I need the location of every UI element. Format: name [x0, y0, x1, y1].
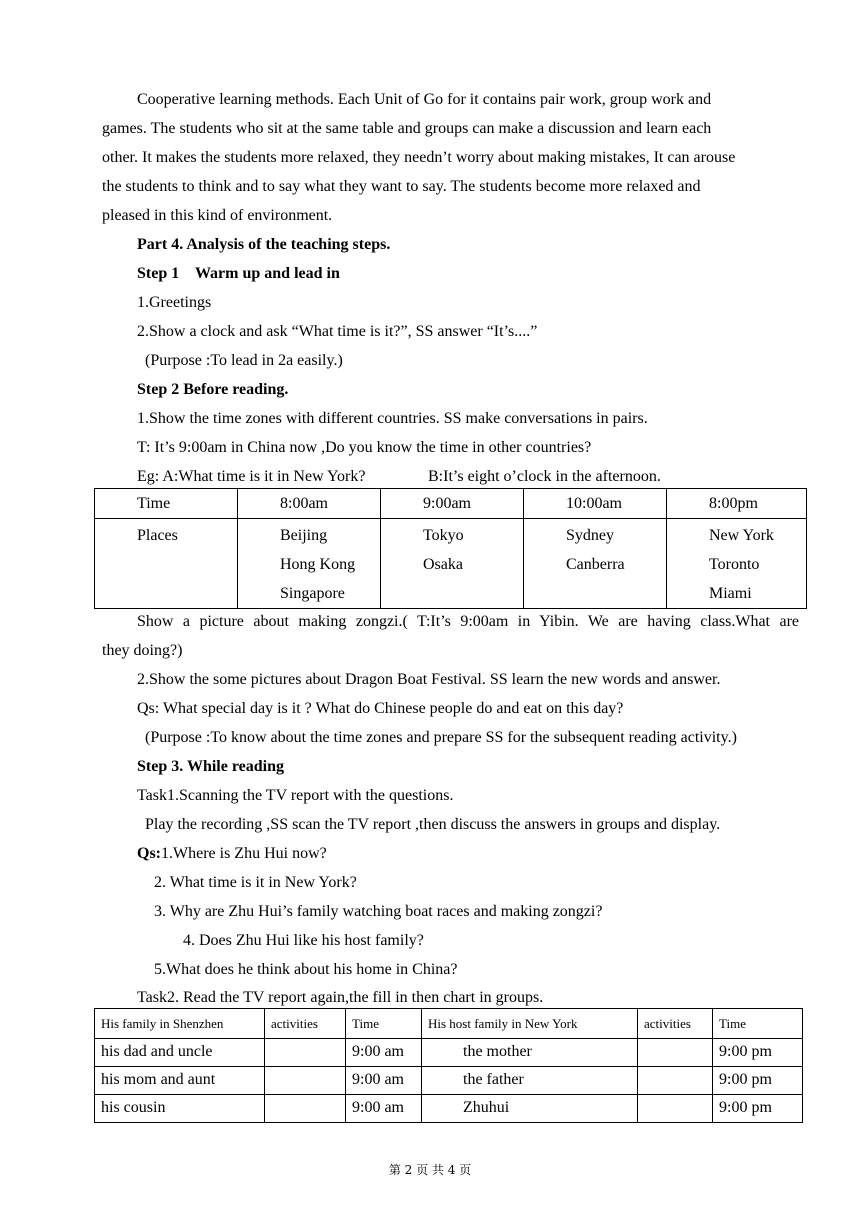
table-cell: the father: [422, 1067, 638, 1095]
place-name: Tokyo: [423, 527, 464, 544]
page-footer: 第 2 页 共 4 页: [388, 1163, 472, 1177]
paragraph-line: Qs: What special day is it ? What do Chinese people do and eat on this day?: [137, 700, 624, 717]
section-heading: Part 4. Analysis of the teaching steps.: [137, 236, 391, 253]
time-zone-table: [94, 488, 807, 609]
table-cell: his cousin: [95, 1095, 265, 1123]
table-cell: [638, 1039, 713, 1067]
step-heading: Step 1 Warm up and lead in: [137, 265, 340, 282]
paragraph-line: the students to think and to say what they want to say. The students become more relaxed and: [102, 178, 701, 195]
table-cell: 9:00 am: [346, 1039, 422, 1067]
table-header-cell: activities: [265, 1009, 346, 1039]
place-name: Canberra: [566, 556, 625, 573]
table-header-cell: His host family in New York: [422, 1009, 638, 1039]
table-cell: [638, 1095, 713, 1123]
table-header-cell: His family in Shenzhen: [95, 1009, 265, 1039]
place-name: Hong Kong: [280, 556, 356, 573]
place-name: Singapore: [280, 585, 345, 602]
table-header-cell: activities: [638, 1009, 713, 1039]
table-cell: 9:00am: [381, 489, 524, 519]
place-name: Osaka: [423, 556, 463, 573]
table-cell: [238, 519, 381, 609]
table-cell: his dad and uncle: [95, 1039, 265, 1067]
place-name: Beijing: [280, 527, 328, 544]
table-row: [95, 1067, 803, 1095]
paragraph-line: Show a picture about making zongzi.( T:It’s 9:00am in Yibin. We are having class.What are: [137, 613, 799, 630]
question-line: 4. Does Zhu Hui like his host family?: [183, 932, 424, 949]
paragraph-line: T: It’s 9:00am in China now ,Do you know the time in other countries?: [137, 439, 592, 456]
paragraph-line: Cooperative learning methods. Each Unit of Go for it contains pair work, group work and: [137, 91, 712, 108]
question-text: 1.Where is Zhu Hui now?: [161, 845, 327, 862]
table-cell: [638, 1067, 713, 1095]
table-cell: the mother: [422, 1039, 638, 1067]
table-header-cell: Time: [346, 1009, 422, 1039]
table-cell: [667, 519, 807, 609]
table-cell: Places: [95, 519, 238, 609]
family-activities-table: [94, 1008, 803, 1123]
table-cell: 9:00 pm: [713, 1095, 803, 1123]
paragraph-line: 2.Show the some pictures about Dragon Boat Festival. SS learn the new words and answer.: [137, 671, 721, 688]
question-line: 2. What time is it in New York?: [154, 874, 357, 891]
table-cell: his mom and aunt: [95, 1067, 265, 1095]
table-cell: [265, 1039, 346, 1067]
paragraph-line: Task1.Scanning the TV report with the questions.: [137, 787, 454, 804]
paragraph-line: 1.Greetings: [137, 294, 212, 311]
example-b: B:It’s eight o’clock in the afternoon.: [428, 468, 661, 485]
table-cell: 9:00 am: [346, 1067, 422, 1095]
paragraph-line: Task2. Read the TV report again,the fill in then chart in groups.: [137, 989, 544, 1006]
paragraph-line: 2.Show a clock and ask “What time is it?”, SS answer “It’s....”: [137, 323, 538, 340]
table-cell: 9:00 pm: [713, 1067, 803, 1095]
purpose-note: (Purpose :To lead in 2a easily.): [145, 352, 343, 369]
table-cell: 10:00am: [524, 489, 667, 519]
table-cell: Time: [95, 489, 238, 519]
question-line: 5.What does he think about his home in China?: [154, 961, 458, 978]
question-line: 3. Why are Zhu Hui’s family watching boat races and making zongzi?: [154, 903, 603, 920]
table-row: [95, 1095, 803, 1123]
question-line: [137, 844, 327, 864]
table-cell: 8:00am: [238, 489, 381, 519]
place-name: Miami: [709, 585, 752, 602]
paragraph-line: games. The students who sit at the same table and groups can make a discussion and learn each: [102, 120, 712, 137]
table-cell: [265, 1067, 346, 1095]
purpose-note: (Purpose :To know about the time zones and prepare SS for the subsequent reading activity.): [145, 729, 737, 746]
table-cell: 9:00 am: [346, 1095, 422, 1123]
table-row: [95, 489, 807, 519]
table-row: [95, 1039, 803, 1067]
place-name: Sydney: [566, 527, 614, 544]
table-row: [95, 519, 807, 609]
table-cell: [524, 519, 667, 609]
example-a: Eg: A:What time is it in New York?: [137, 468, 366, 485]
table-row: [95, 1009, 803, 1039]
table-cell: [381, 519, 524, 609]
table-cell: Zhuhui: [422, 1095, 638, 1123]
table-cell: 8:00pm: [667, 489, 807, 519]
step-heading: Step 3. While reading: [137, 758, 284, 775]
paragraph-line: they doing?): [102, 642, 183, 659]
step-heading: Step 2 Before reading.: [137, 381, 289, 398]
table-header-cell: Time: [713, 1009, 803, 1039]
questions-label: Qs:: [137, 845, 161, 862]
table-cell: [265, 1095, 346, 1123]
table-cell: 9:00 pm: [713, 1039, 803, 1067]
paragraph-line: 1.Show the time zones with different countries. SS make conversations in pairs.: [137, 410, 648, 427]
place-name: Toronto: [709, 556, 760, 573]
place-name: New York: [709, 527, 774, 544]
paragraph-line: pleased in this kind of environment.: [102, 207, 333, 224]
paragraph-line: Play the recording ,SS scan the TV report ,then discuss the answers in groups and display.: [145, 816, 721, 833]
paragraph-line: other. It makes the students more relaxed, they needn’t worry about making mistakes, It can arouse: [102, 149, 736, 166]
